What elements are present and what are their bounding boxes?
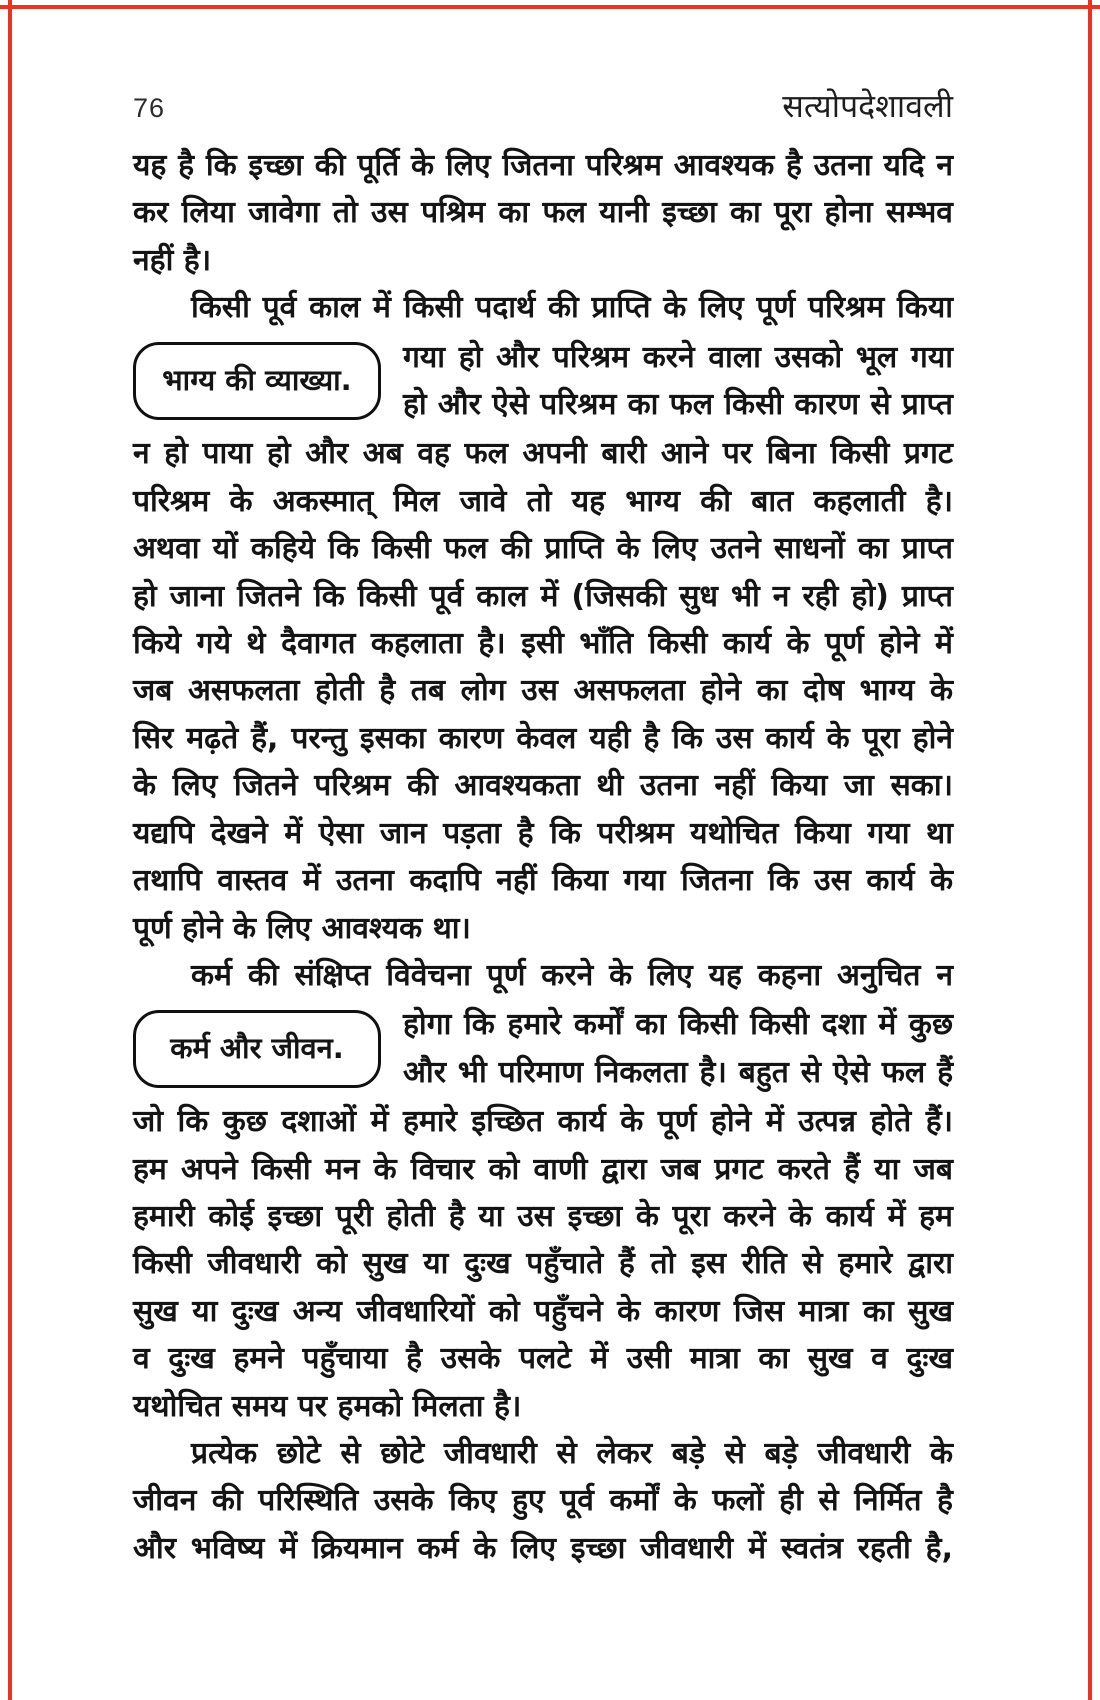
text-line: नहीं है। [133, 242, 212, 278]
page-content [133, 84, 953, 1572]
text-line: प्रत्येक छोटे से छोटे जीवधारी से लेकर बड़े से बड़े जीवधारी के [191, 1435, 953, 1471]
topic-box-karma-aur-jivan [133, 1010, 381, 1088]
topic-box-label: कर्म और जीवन. [170, 1031, 344, 1066]
text-line: होगा कि हमारे कर्मों का किसी किसी दशा में कुछ [403, 1007, 953, 1043]
text-beside-box [403, 334, 953, 429]
text-line: सिर मढ़ते हैं, परन्तु इसका कारण केवल यही है कि उस कार्य के पूरा होने [133, 720, 953, 756]
text-line: और भविष्य में क्रियमान कर्म के लिए इच्छा जीवधारी में स्वतंत्र रहती है, [133, 1530, 953, 1566]
topic-box-label: भाग्य की व्याख्या. [162, 363, 352, 398]
text-line: जब असफलता होती है तब लोग उस असफलता होने का दोष भाग्य के [133, 673, 953, 709]
text-beside-box [403, 1001, 953, 1096]
text-line: परिश्रम के अकस्मात् मिल जावे तो यह भाग्य की बात कहलाती है। [133, 483, 953, 519]
text-line: किये गये थे दैवागत कहलाता है। इसी भाँति किसी कार्य के पूर्ण होने में [133, 626, 953, 662]
paragraph-1 [133, 142, 953, 284]
text-line: हो जाना जितने कि किसी पूर्व काल में (जिसकी सुध भी न रही हो) प्राप्त [133, 578, 953, 614]
text-line: जीवन की परिस्थिति उसके किए हुए पूर्व कर्मों के फलों ही से निर्मित है [133, 1483, 953, 1519]
text-line: किसी पूर्व काल में किसी पदार्थ की प्राप्ति के लिए पूर्ण परिश्रम किया [191, 290, 953, 326]
red-trim-line-top [0, 5, 1100, 9]
bhagya-box-row [133, 334, 953, 429]
text-line: गया हो और परिश्रम करने वाला उसको भूल गया [403, 339, 953, 375]
red-trim-line-right [1088, 0, 1092, 1700]
text-line: कर लिया जावेगा तो उस पश्रिम का फल यानी इच्छा का पूरा होना सम्भव [133, 195, 953, 231]
text-line: और भी परिमाण निकलता है। बहुत से ऐसे फल हैं [403, 1054, 953, 1090]
karma-box-row [133, 1001, 953, 1096]
paragraph-4 [133, 1430, 953, 1572]
text-line: हो और ऐसे परिश्रम का फल किसी कारण से प्राप्त [403, 387, 953, 423]
text-line: हमारी कोई इच्छा पूरी होती है या उस इच्छा के पूरा करने के कार्य में हम [133, 1198, 953, 1234]
text-line: तथापि वास्तव में उतना कदापि नहीं किया गया जितना कि उस कार्य के [133, 863, 953, 899]
text-line: सुख या दुःख अन्य जीवधारियों को पहुँचने के कारण जिस मात्रा का सुख [133, 1293, 953, 1329]
book-title: सत्योपदेशावली [782, 87, 953, 125]
text-line: व दुःख हमने पहुँचाया है उसके पलटे में उसी मात्रा का सुख व दुःख [133, 1341, 953, 1377]
text-line: कर्म की संक्षिप्त विवेचना पूर्ण करने के लिए यह कहना अनुचित न [191, 957, 953, 993]
text-line: पूर्ण होने के लिए आवश्यक था। [133, 910, 471, 946]
paragraph-2-bhagya [133, 284, 953, 952]
page-number: 76 [133, 93, 166, 123]
text-line: यथोचित समय पर हमको मिलता है। [133, 1388, 522, 1424]
topic-box-bhagya-ki-vyakhya [133, 342, 381, 420]
text-line: हम अपने किसी मन के विचार को वाणी द्वारा जब प्रगट करते हैं या जब [133, 1151, 953, 1187]
red-trim-line-left [8, 0, 12, 1700]
paragraph-3-karma [133, 952, 953, 1430]
text-line: यद्यपि देखने में ऐसा जान पड़ता है कि परीश्रम यथोचित किया गया था [133, 815, 953, 851]
text-line: के लिए जितने परिश्रम की आवश्यकता थी उतना नहीं किया जा सका। [133, 768, 953, 804]
running-header [133, 84, 953, 130]
text-line: अथवा यों कहिये कि किसी फल की प्राप्ति के लिए उतने साधनों का प्राप्त [133, 531, 953, 567]
text-line: यह है कि इच्छा की पूर्ति के लिए जितना परिश्रम आवश्यक है उतना यदि न [133, 148, 953, 183]
body-text [133, 142, 953, 1572]
text-line: किसी जीवधारी को सुख या दुःख पहुँचाते हैं तो इस रीति से हमारे द्वारा [133, 1246, 953, 1282]
text-line: जो कि कुछ दशाओं में हमारे इच्छित कार्य के पूर्ण होने में उत्पन्न होते हैं। [133, 1104, 953, 1140]
text-line: न हो पाया हो और अब वह फल अपनी बारी आने पर बिना किसी प्रगट [133, 436, 953, 472]
